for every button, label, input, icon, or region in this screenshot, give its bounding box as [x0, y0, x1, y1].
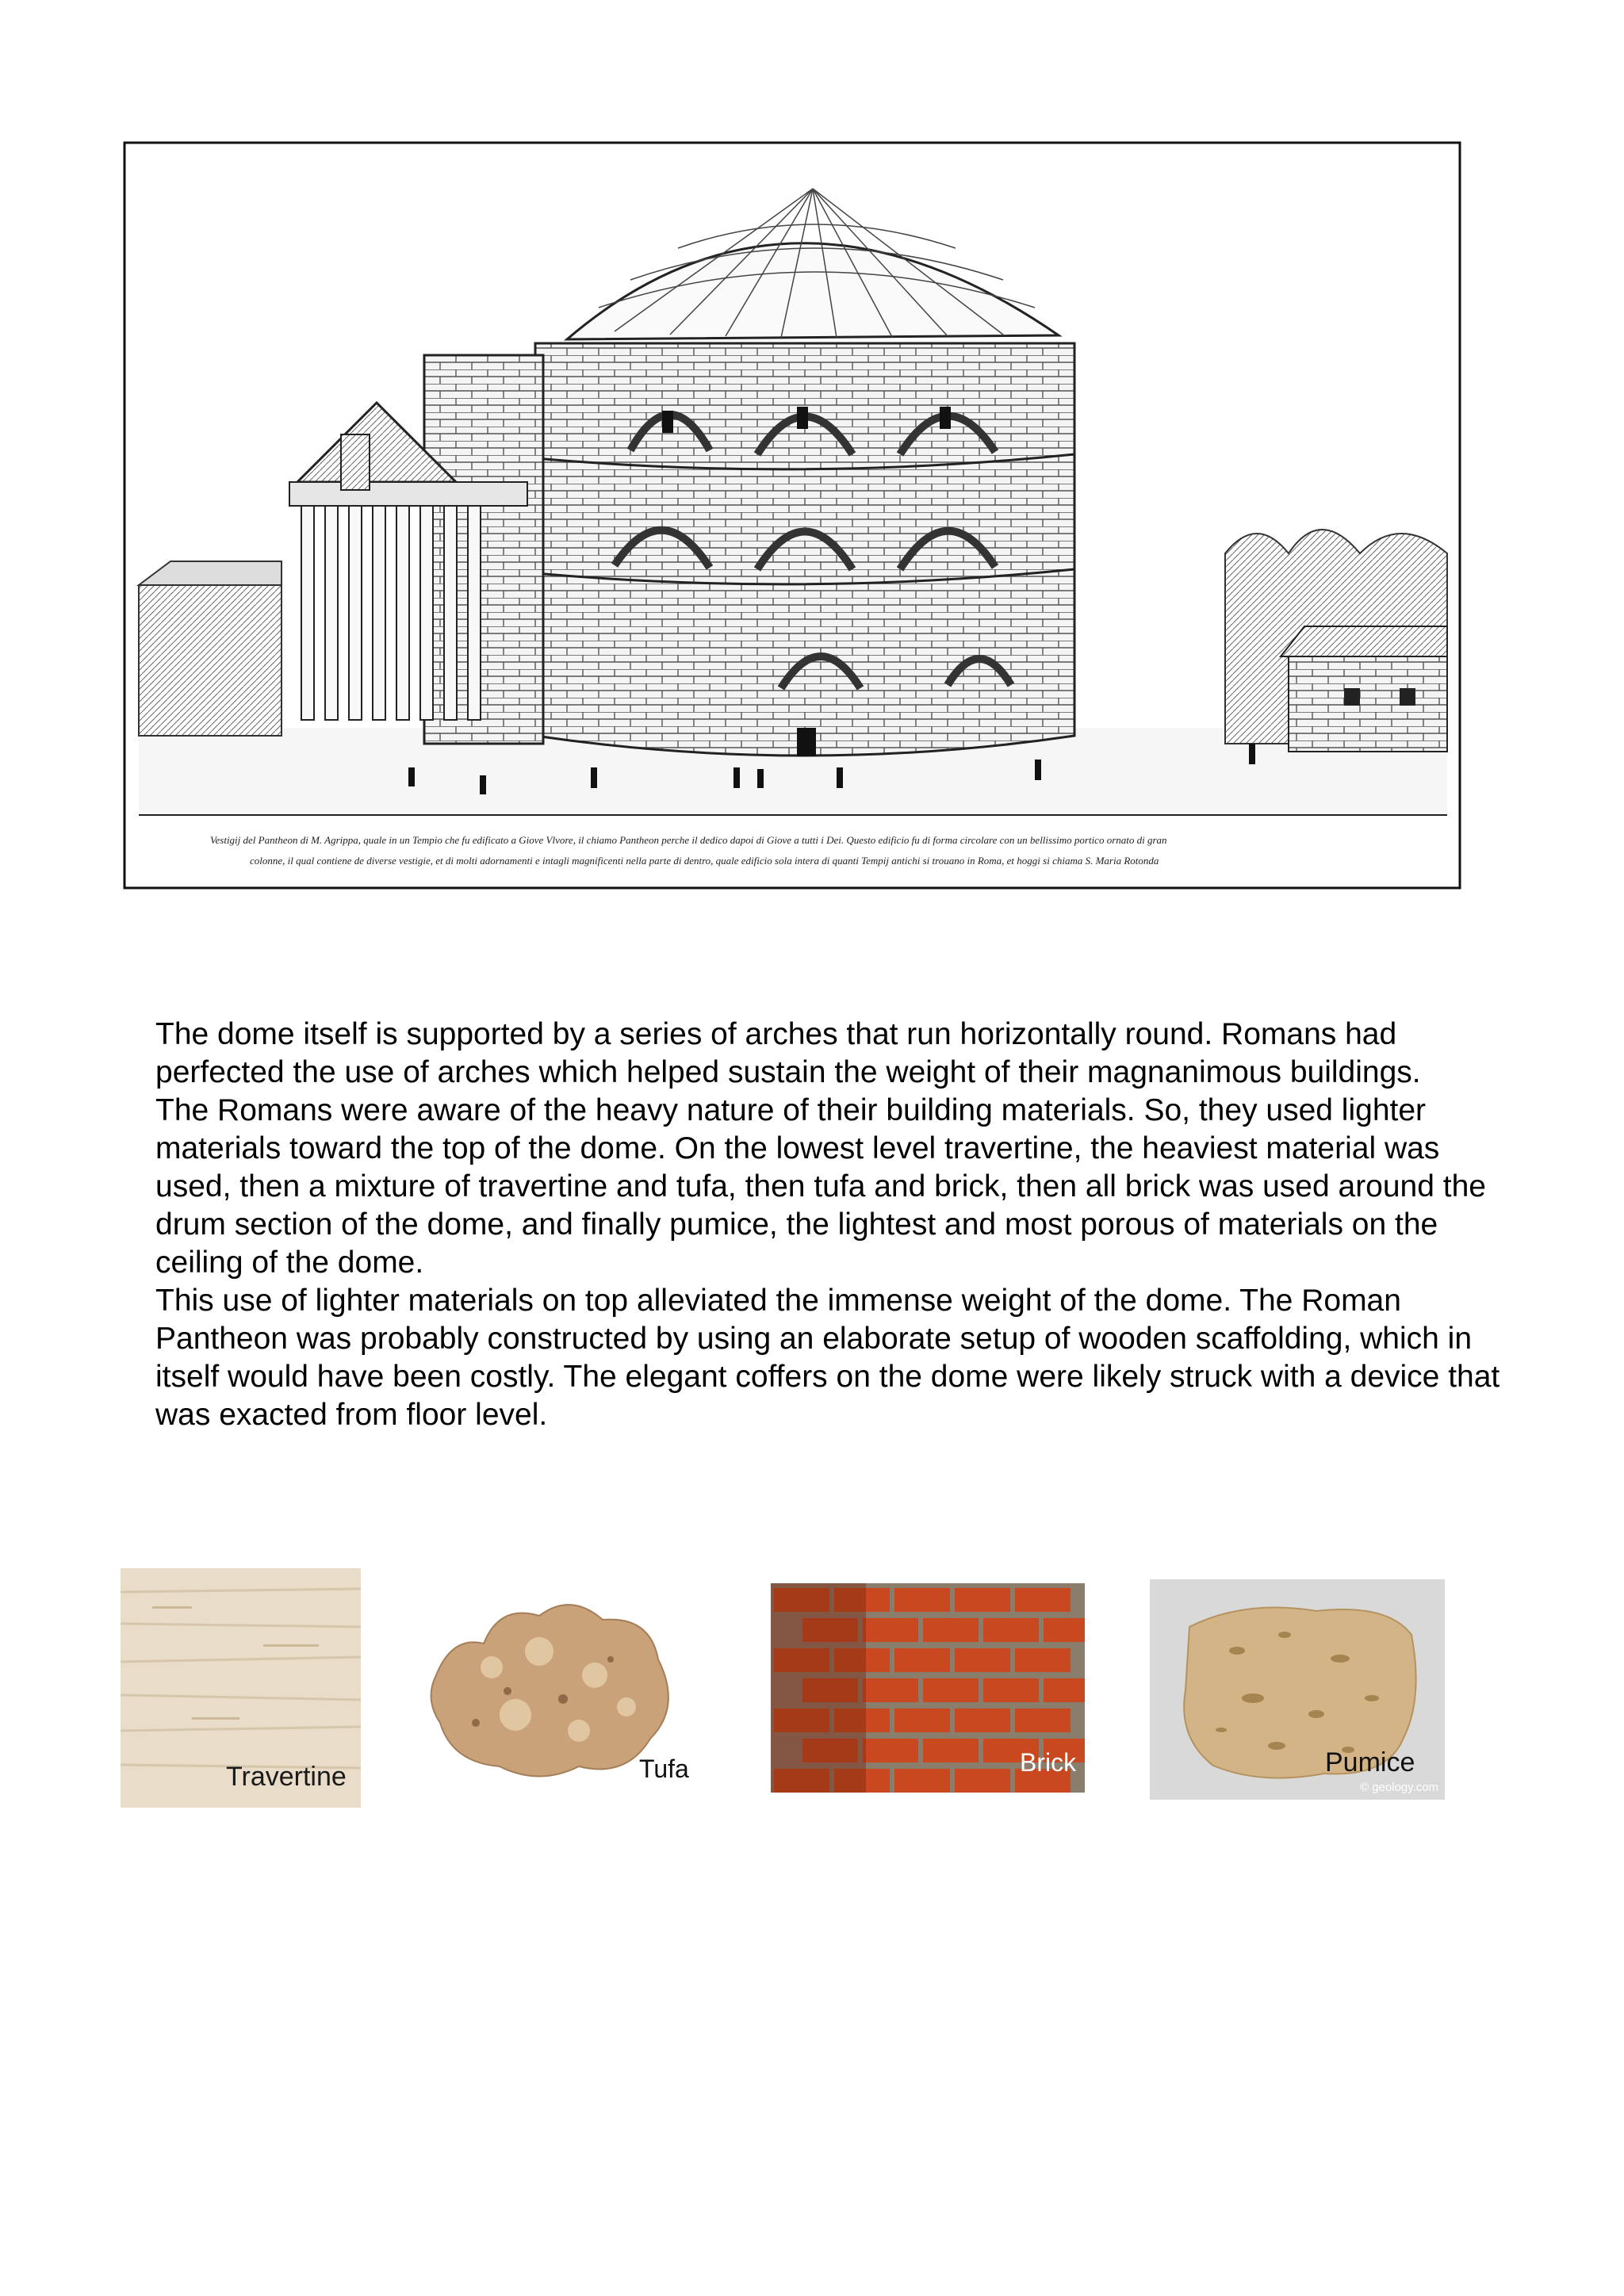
body-text — [155, 1016, 1503, 1434]
pumice-label: Pumice — [1325, 1747, 1415, 1777]
tufa-image — [420, 1588, 689, 1794]
paragraph-materials: The Romans were aware of the heavy nature of their building materials. So, they used lighter materials toward the top of the dome. On the lowest level travertine, the heaviest material was used, then a mixture of travertine and tufa, then tufa and brick, then all brick was used around the drum section of the dome, and finally pumice, the lightest and most porous of materials on the ceiling of the dome. — [155, 1093, 1486, 1280]
pantheon-engraving — [123, 141, 1461, 890]
travertine-label: Travertine — [226, 1762, 347, 1792]
paragraph-arches: The dome itself is supported by a series of arches that run horizontally round. Romans had perfected the use of arches which helped sustain the weight of their magnanimous buildings. — [155, 1017, 1421, 1089]
engraving-caption-line-2: colonne, il qual contiene de diverse vestigie, et di molti adornamenti e intagli magnificenti nella parte di dentro, quale edificio sola intera di quanti Tempij antichi si trouano in Roma, et hoggi si chiama S. Maria Rotonda — [250, 855, 1159, 867]
pumice-image — [1150, 1579, 1445, 1800]
brick-image — [771, 1583, 1085, 1793]
paragraph-scaffolding: This use of lighter materials on top alleviated the immense weight of the dome. The Roman Pantheon was probably constructed by using an elaborate setup of wooden scaffolding, which in itself would have been costly. The elegant coffers on the dome were likely struck with a device that was exacted from floor level. — [155, 1284, 1500, 1432]
travertine-image — [121, 1568, 361, 1808]
geology-credit: © geology.com — [1360, 1781, 1439, 1794]
engraving-caption-line-1: Vestigij del Pantheon di M. Agrippa, quale in un Tempio che fu edificato a Giove Vlvore, il chiamo Pantheon perche il dedico dapoi di Giove a tutti i Dei. Questo edificio fu di forma circolare con un bellissimo portico ornato di gran — [210, 834, 1167, 846]
tufa-label: Tufa — [639, 1755, 689, 1783]
brick-label: Brick — [1020, 1748, 1077, 1777]
